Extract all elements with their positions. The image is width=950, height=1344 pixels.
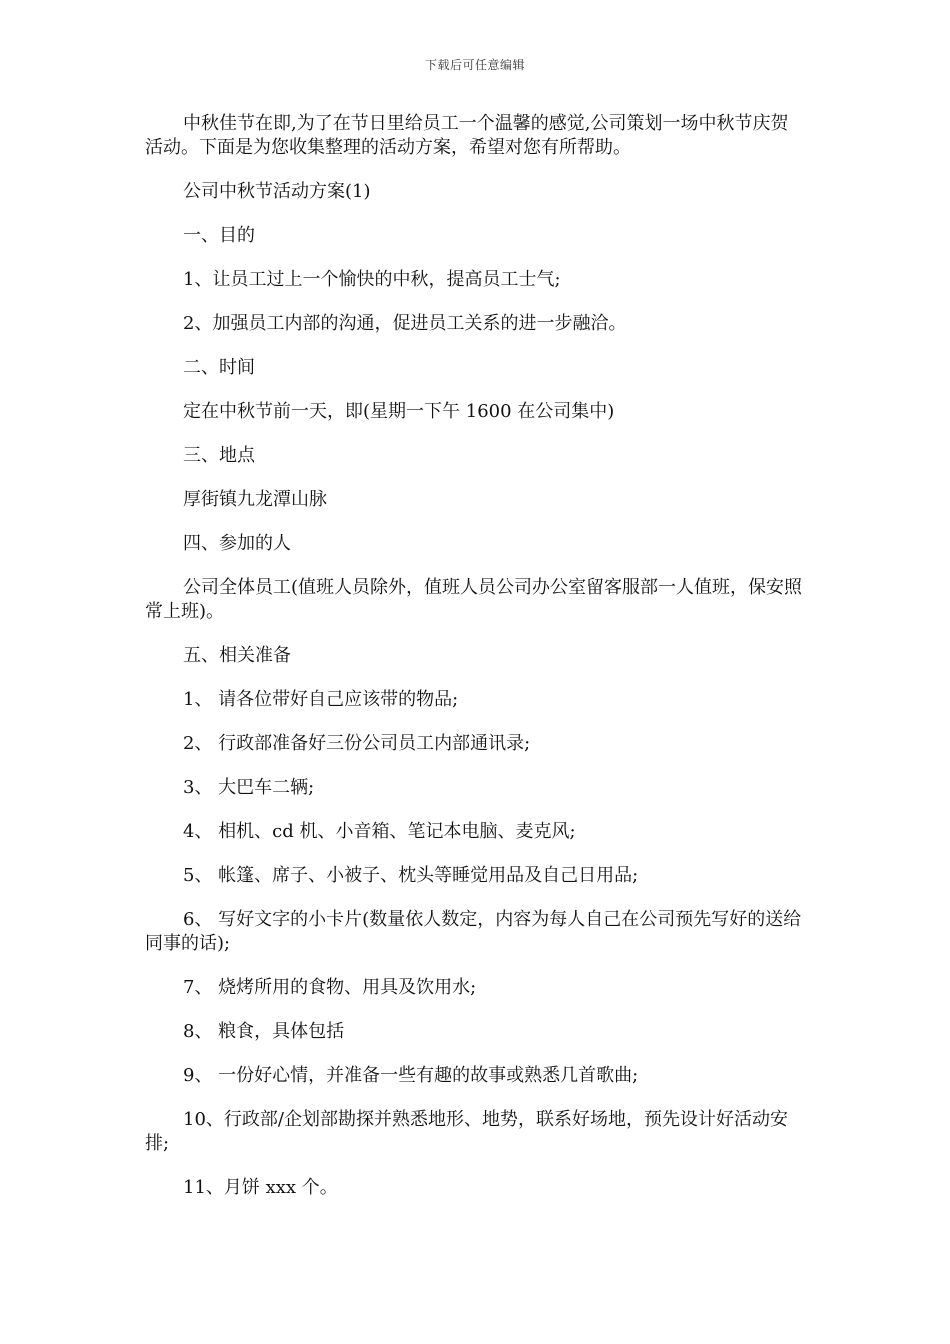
plan-title: 公司中秋节活动方案(1) (183, 181, 371, 202)
section-heading-location: 三、地点 (183, 445, 255, 466)
participants-detail: 公司全体员工(值班人员除外，值班人员公司办公室留客服部一人值班，保安照常上班)。 (145, 577, 803, 622)
time-detail: 定在中秋节前一天，即(星期一下午 1600 在公司集中) (183, 401, 615, 422)
purpose-item-2: 2、加强员工内部的沟通，促进员工关系的进一步融洽。 (183, 313, 627, 334)
preparation-item-3: 3、 大巴车二辆; (183, 777, 315, 798)
section-heading-time: 二、时间 (183, 357, 255, 378)
preparation-item-2: 2、 行政部准备好三份公司员工内部通讯录; (183, 733, 531, 754)
section-heading-preparation: 五、相关准备 (183, 645, 291, 666)
preparation-item-10: 10、行政部/企划部勘探并熟悉地形、地势，联系好场地，预先设计好活动安排; (145, 1109, 788, 1154)
location-detail: 厚街镇九龙潭山脉 (183, 489, 327, 510)
preparation-item-4: 4、 相机、cd 机、小音箱、笔记本电脑、麦克风; (183, 821, 576, 842)
document-body (145, 112, 805, 1220)
purpose-item-1: 1、让员工过上一个愉快的中秋，提高员工士气; (183, 269, 561, 290)
preparation-item-6: 6、 写好文字的小卡片(数量依人数定，内容为每人自己在公司预先写好的送给同事的话); (145, 909, 802, 954)
preparation-item-8: 8、 粮食，具体包括 (183, 1021, 345, 1042)
preparation-item-7: 7、 烧烤所用的食物、用具及饮用水; (183, 977, 477, 998)
preparation-item-11: 11、月饼 xxx 个。 (183, 1177, 338, 1198)
preparation-item-9: 9、 一份好心情，并准备一些有趣的故事或熟悉几首歌曲; (183, 1065, 639, 1086)
preparation-item-1: 1、 请各位带好自己应该带的物品; (183, 689, 459, 710)
section-heading-participants: 四、参加的人 (183, 533, 291, 554)
section-heading-purpose: 一、目的 (183, 225, 255, 246)
intro-paragraph: 中秋佳节在即,为了在节日里给员工一个温馨的感觉,公司策划一场中秋节庆贺活动。下面是为您收集整理的活动方案，希望对您有所帮助。 (145, 113, 789, 158)
preparation-item-5: 5、 帐篷、席子、小被子、枕头等睡觉用品及自己日用品; (183, 865, 639, 886)
page-header-note: 下载后可任意编辑 (424, 58, 525, 72)
